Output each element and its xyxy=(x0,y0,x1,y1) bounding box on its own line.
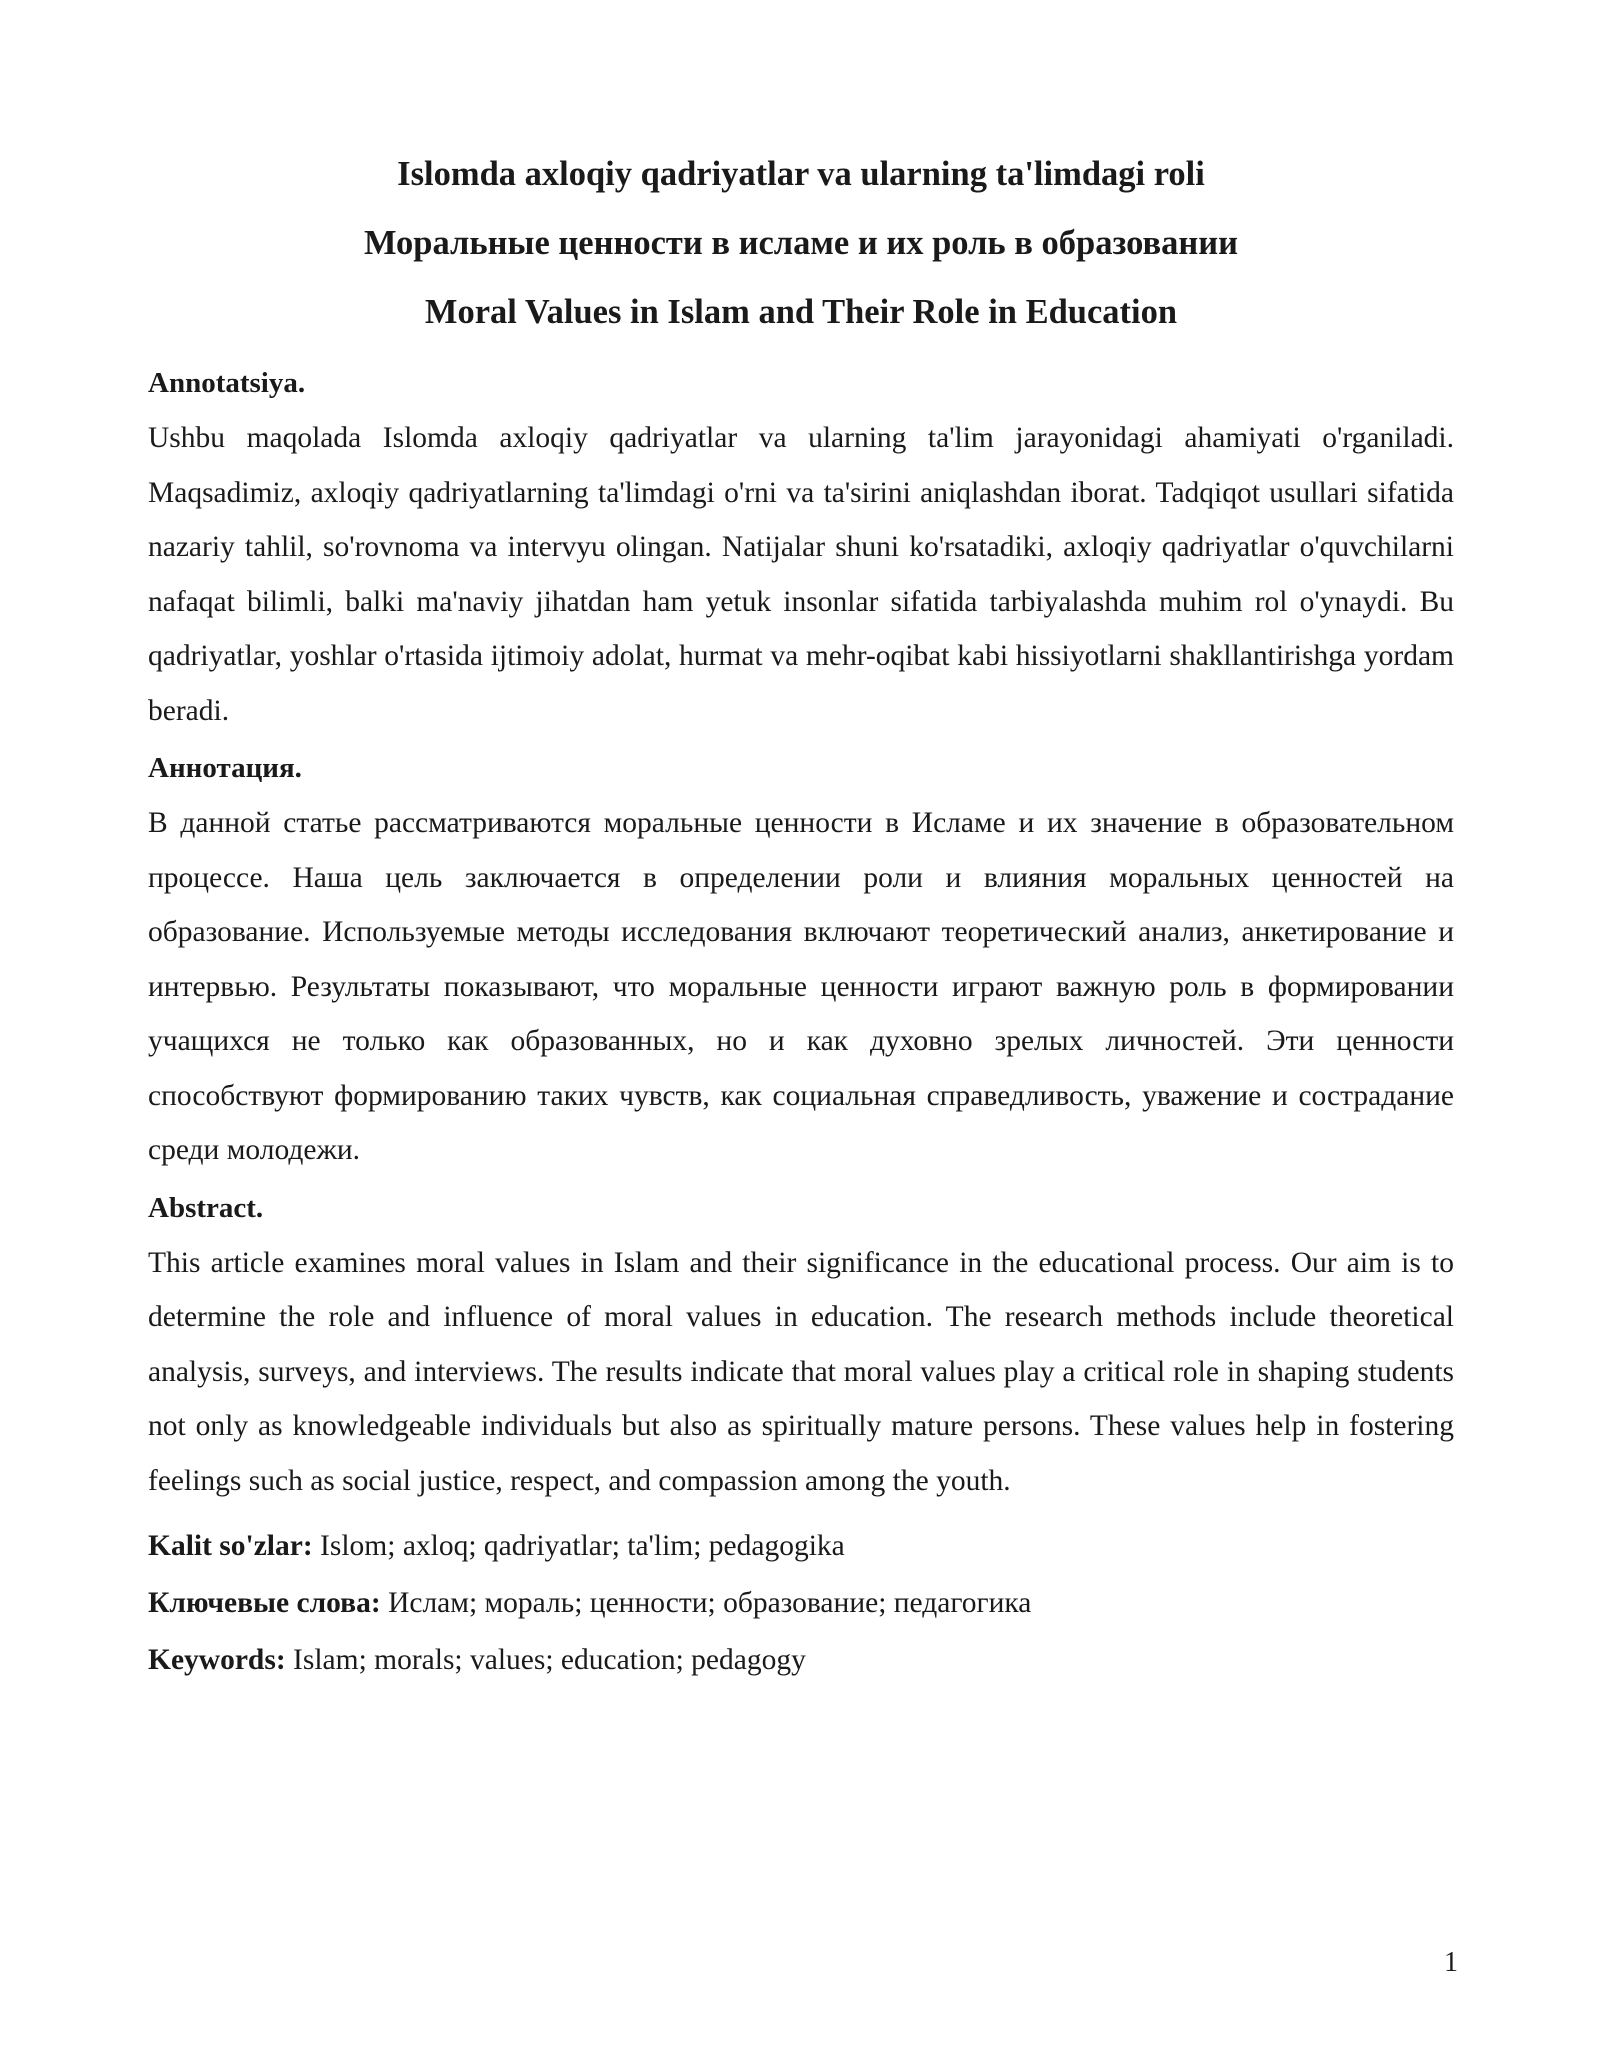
annotation-heading-uzbek: Annotatsiya. xyxy=(148,367,306,399)
abstract-text-english: This article examines moral values in Islam and their significance in the educational process. Our aim is to determine the role and influence of moral values in education. The research methods include theoretical analysis, surveys, and interviews. The results indicate that moral values play a critical role in shaping students not only as knowledgeable individuals but also as spiritually mature persons. These values help in fostering feelings such as social justice, respect, and compassion among the youth. xyxy=(148,1246,1454,1497)
keywords-russian xyxy=(148,1575,1454,1632)
keywords-value-english: Islam; morals; values; education; pedagogy xyxy=(285,1644,806,1676)
keywords-label-russian: Ключевые слова: xyxy=(148,1587,381,1619)
keywords-value-russian: Ислам; мораль; ценности; образование; педагогика xyxy=(380,1587,1032,1619)
keywords-label-english: Keywords: xyxy=(148,1644,286,1676)
page-number: 1 xyxy=(1444,1947,1458,1978)
keywords-uzbek xyxy=(148,1518,1454,1575)
annotation-text-uzbek: Ushbu maqolada Islomda axloqiy qadriyatlar va ularning ta'lim jarayonidagi ahamiyati o'rganiladi. Maqsadimiz, axloqiy qadriyatlarning ta'limdagi o'rni va ta'sirini aniqlashdan iborat. Tadqiqot usullari sifatida nazariy tahlil, so'rovnoma va intervyu olingan. Natijalar shuni ko'rsatadiki, axloqiy qadriyatlar o'quvchilarni nafaqat bilimli, balki ma'naviy jihatdan ham yetuk insonlar sifatida tarbiyalashda muhim rol o'ynaydi. Bu qadriyatlar, yoshlar o'rtasida ijtimoiy adolat, hurmat va mehr-oqibat kabi hissiyotlarni shakllantirishga yordam beradi. xyxy=(148,422,1454,727)
keywords-label-uzbek: Kalit so'zlar: xyxy=(148,1530,313,1562)
title-russian: Моральные ценности в исламе и их роль в образовании xyxy=(363,224,1239,262)
title-english: Moral Values in Islam and Their Role in Education xyxy=(424,293,1178,331)
annotation-text-russian: В данной статье рассматриваются моральные ценности в Исламе и их значение в образовательном процессе. Наша цель заключается в определении роли и влияния моральных ценностей на образование. Используемые методы исследования включают теоретический анализ, анкетирование и интервью. Результаты показывают, что моральные ценности играют важную роль в формировании учащихся не только как образованных, но и как духовно зрелых личностей. Эти ценности способствуют формированию таких чувств, как социальная справедливость, уважение и сострадание среди молодежи. xyxy=(148,807,1454,1166)
annotation-heading-russian: Аннотация. xyxy=(148,752,302,784)
keywords-value-uzbek: Islom; axloq; qadriyatlar; ta'lim; pedagogika xyxy=(312,1530,845,1562)
paper-page xyxy=(148,140,1454,1689)
title-uzbek: Islomda axloqiy qadriyatlar va ularning ta'limdagi roli xyxy=(397,155,1205,193)
abstract-heading-english: Abstract. xyxy=(148,1191,264,1224)
keywords-english xyxy=(148,1632,1454,1689)
